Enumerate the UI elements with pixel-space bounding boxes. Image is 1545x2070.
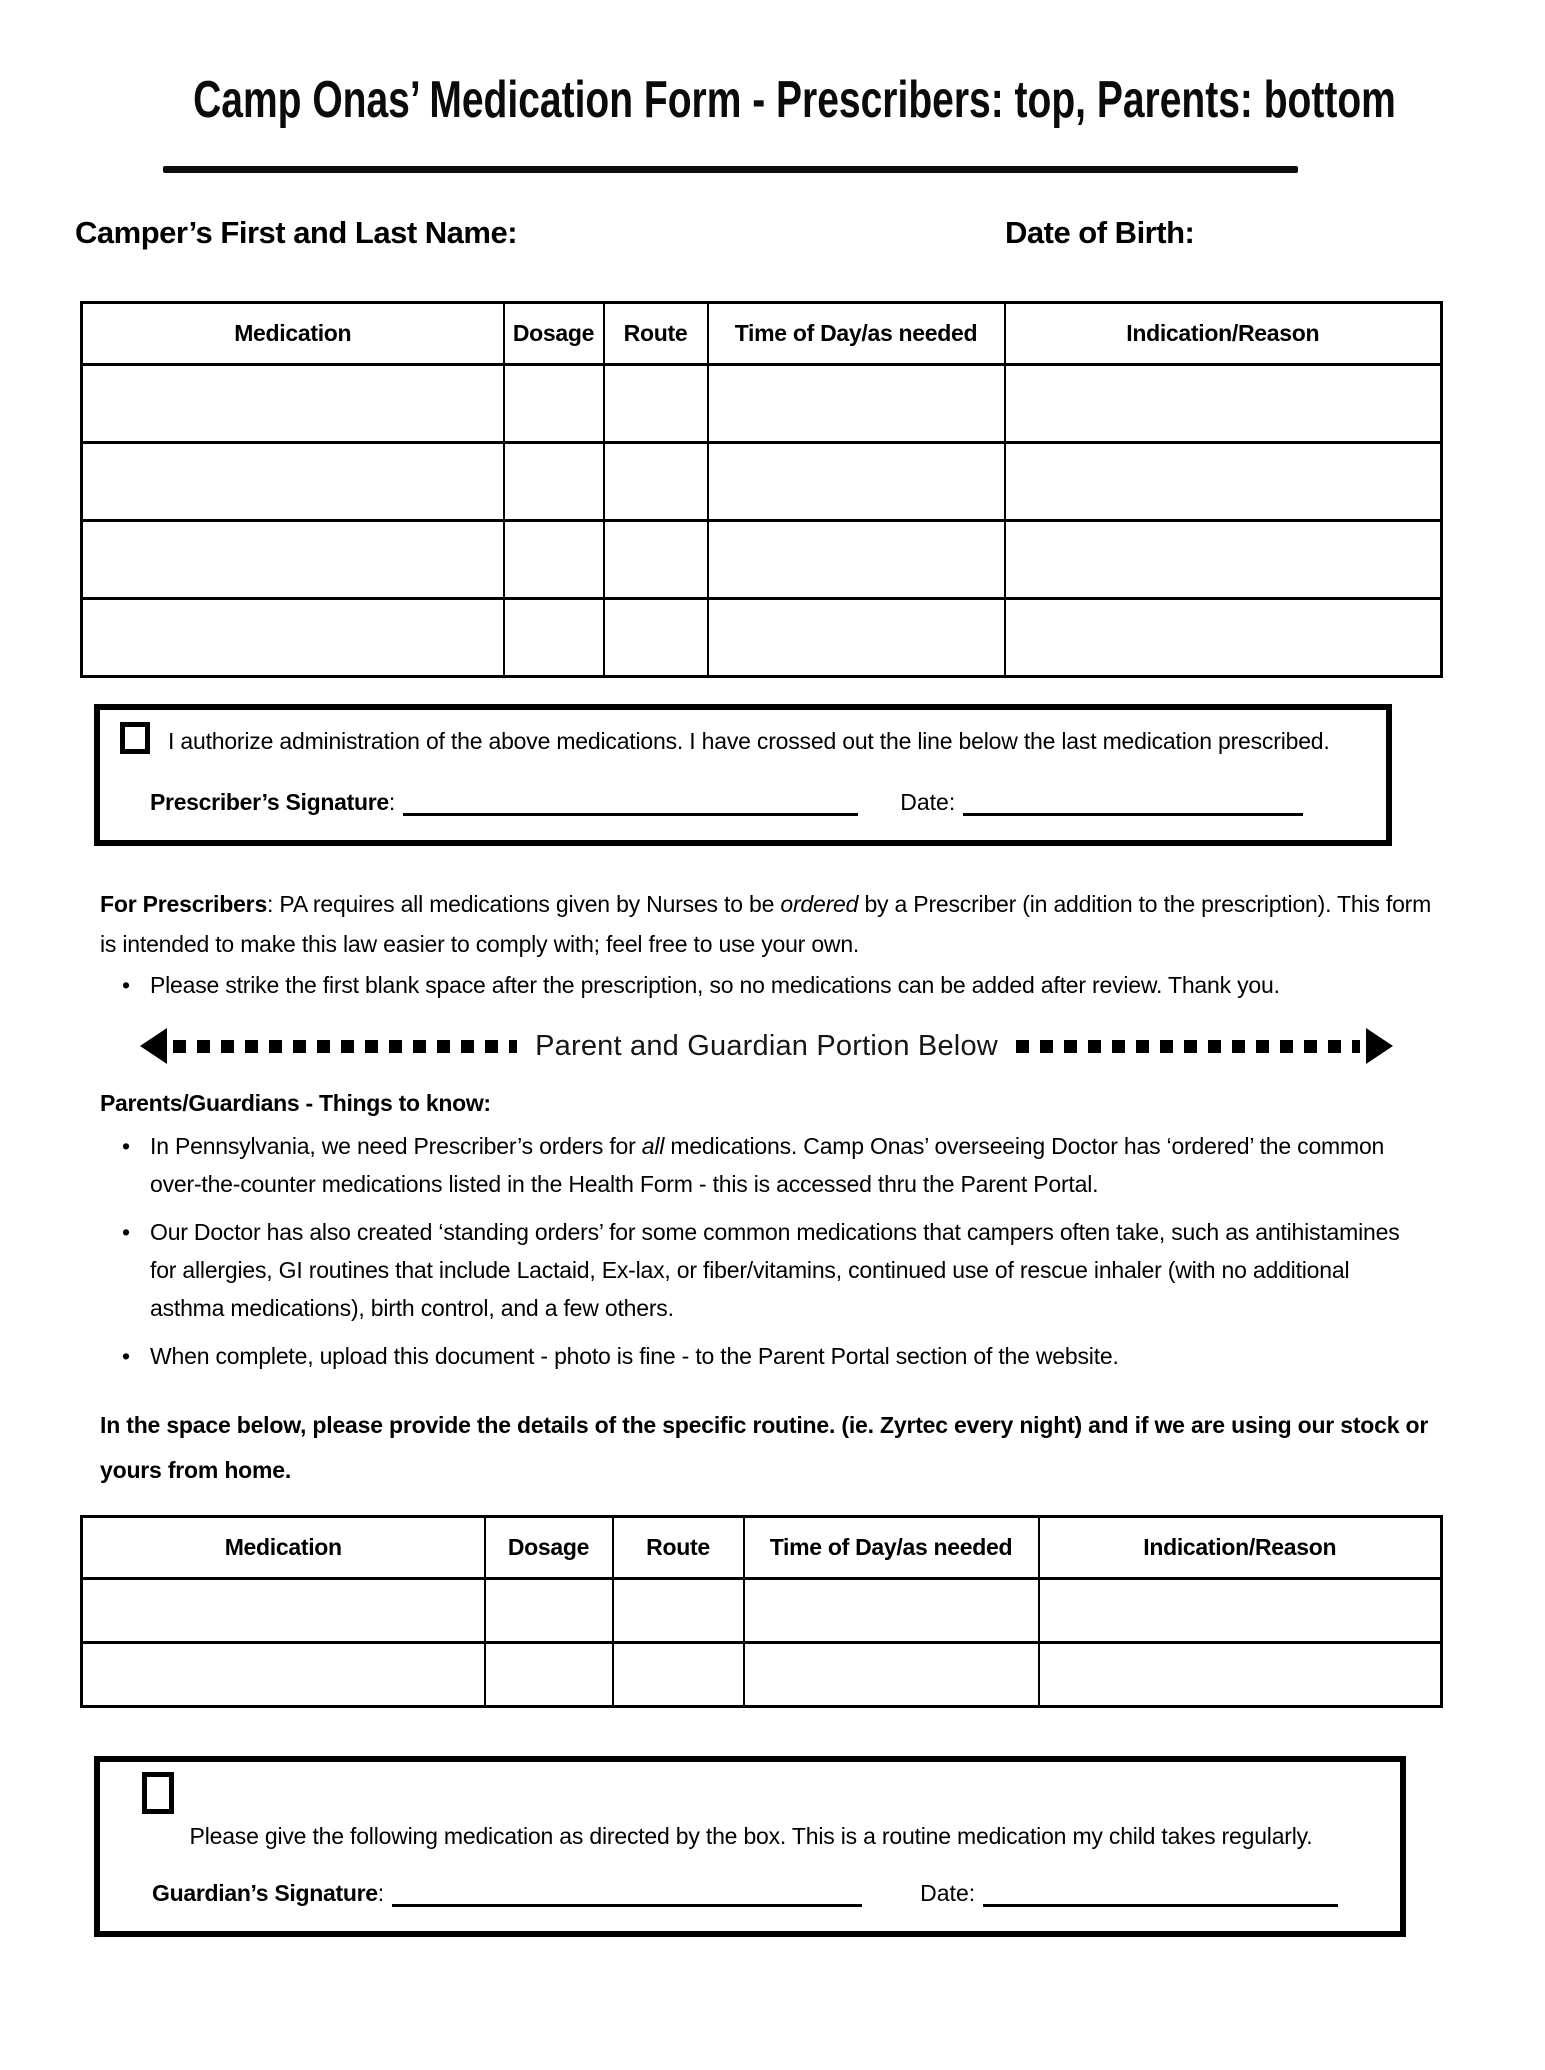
column-header-time: Time of Day/as needed [708, 303, 1005, 365]
table-row [82, 1643, 1442, 1707]
guardian-date-label: Date: [920, 1880, 976, 1906]
camper-info-row [75, 215, 1545, 255]
for-prescribers-paragraph [100, 884, 1435, 964]
empty-cell[interactable] [604, 365, 708, 443]
empty-cell[interactable] [708, 521, 1005, 599]
date-of-birth-label: Date of Birth: [1005, 215, 1195, 250]
column-header-route: Route [604, 303, 708, 365]
empty-cell[interactable] [504, 599, 604, 677]
empty-cell[interactable] [708, 599, 1005, 677]
prescriber-signature-label: Prescriber’s Signature [150, 789, 389, 815]
dotted-line-left [173, 1040, 517, 1053]
right-arrow-icon [1366, 1028, 1393, 1064]
bullet-icon: • [122, 1343, 131, 1369]
empty-cell[interactable] [604, 599, 708, 677]
parents-things-to-know-heading: Parents/Guardians - Things to know: [100, 1090, 491, 1116]
empty-cell[interactable] [82, 365, 504, 443]
guardian-signature-colon: : [377, 1880, 385, 1906]
guardian-signature-label: Guardian’s Signature [152, 1880, 378, 1906]
empty-cell[interactable] [744, 1643, 1039, 1707]
guardian-signature-line[interactable] [392, 1901, 862, 1907]
for-prescribers-text-2: by a Prescriber (in addition to the prescription). This form is intended to make this law easier to comply with; feel free to use your own. [100, 891, 1432, 957]
bullet-icon: • [122, 1133, 131, 1159]
table-row [82, 365, 1442, 443]
prescriber-signature-line[interactable] [403, 810, 858, 816]
empty-cell[interactable] [485, 1643, 613, 1707]
empty-cell[interactable] [604, 521, 708, 599]
column-header-indication: Indication/Reason [1005, 303, 1442, 365]
parent-bullet-3-text: When complete, upload this document - photo is fine - to the Parent Portal section of the website. [150, 1343, 1119, 1369]
parent-bullet-2-text: Our Doctor has also created ‘standing orders’ for some common medications that campers often take, such as antihistamines for allergies, GI routines that include Lactaid, Ex-lax, or fiber/vitamins, continued use of rescue inhaler (with no additional asthma medications), birth control, and a few others. [150, 1219, 1400, 1321]
column-header-dosage: Dosage [504, 303, 604, 365]
dotted-line-right [1016, 1040, 1360, 1053]
parent-bullet-2 [122, 1213, 1422, 1327]
prescriber-bullet [122, 966, 1422, 1004]
empty-cell[interactable] [485, 1579, 613, 1643]
empty-cell[interactable] [1039, 1643, 1442, 1707]
for-prescribers-lead: For Prescribers [100, 891, 268, 917]
parent-medication-table [80, 1515, 1443, 1708]
parent-bullet-1-pre: In Pennsylvania, we need Prescriber’s orders for [150, 1133, 642, 1159]
empty-cell[interactable] [82, 521, 504, 599]
page-title: Camp Onas’ Medication Form - Prescribers: top, Parents: bottom [193, 71, 1396, 129]
guardian-authorization-statement: Please give the following medication as directed by the box. This is a routine medication my child takes regularly. [189, 1823, 1313, 1849]
table-row [82, 599, 1442, 677]
empty-cell[interactable] [613, 1643, 744, 1707]
empty-cell[interactable] [504, 521, 604, 599]
table-row [82, 521, 1442, 599]
prescriber-authorization-box [94, 704, 1392, 846]
for-prescribers-text-1: : PA requires all medications given by Nurses to be [267, 891, 781, 917]
parent-bullet-1-post: medications. Camp Onas’ overseeing Doctor has ‘ordered’ the common over-the-counter medications listed in the Health Form - this is accessed thru the Parent Portal. [150, 1133, 1385, 1197]
title-divider-rule [163, 166, 1298, 173]
guardian-authorization-box [94, 1756, 1406, 1937]
guardian-date-line[interactable] [983, 1901, 1338, 1907]
column-header-time: Time of Day/as needed [744, 1517, 1039, 1579]
parent-bullet-3 [122, 1337, 1422, 1375]
prescriber-medication-table [80, 301, 1443, 678]
empty-cell[interactable] [82, 1643, 485, 1707]
left-arrow-icon [140, 1028, 167, 1064]
medication-form-page [0, 70, 1545, 2070]
empty-cell[interactable] [1005, 443, 1442, 521]
column-header-medication: Medication [82, 1517, 485, 1579]
divider-label: Parent and Guardian Portion Below [535, 1029, 998, 1062]
routine-instructions-paragraph: In the space below, please provide the details of the specific routine. (ie. Zyrtec every night) and if we are using our stock or yours from home. [100, 1412, 1429, 1483]
prescriber-signature-colon: : [388, 789, 396, 815]
for-prescribers-italic: ordered [780, 891, 859, 917]
empty-cell[interactable] [504, 365, 604, 443]
prescriber-date-line[interactable] [963, 810, 1303, 816]
empty-cell[interactable] [504, 443, 604, 521]
table-row [82, 443, 1442, 521]
bullet-icon: • [122, 1219, 131, 1245]
prescriber-authorize-checkbox[interactable] [120, 722, 150, 754]
empty-cell[interactable] [1039, 1579, 1442, 1643]
table-header-row [82, 1517, 1442, 1579]
empty-cell[interactable] [1005, 521, 1442, 599]
prescriber-date-label: Date: [900, 789, 956, 815]
empty-cell[interactable] [82, 443, 504, 521]
empty-cell[interactable] [708, 443, 1005, 521]
empty-cell[interactable] [708, 365, 1005, 443]
column-header-route: Route [613, 1517, 744, 1579]
empty-cell[interactable] [1005, 365, 1442, 443]
prescriber-bullet-text: Please strike the first blank space after the prescription, so no medications can be added after review. Thank you. [150, 972, 1280, 998]
guardian-authorize-checkbox[interactable] [142, 1772, 174, 1814]
column-header-dosage: Dosage [485, 1517, 613, 1579]
camper-name-label: Camper’s First and Last Name: [75, 215, 518, 250]
column-header-indication: Indication/Reason [1039, 1517, 1442, 1579]
table-row [82, 1579, 1442, 1643]
parent-bullet-1-italic: all [641, 1133, 665, 1159]
parent-bullet-1 [122, 1127, 1422, 1203]
empty-cell[interactable] [82, 1579, 485, 1643]
table-header-row [82, 303, 1442, 365]
empty-cell[interactable] [613, 1579, 744, 1643]
empty-cell[interactable] [744, 1579, 1039, 1643]
column-header-medication: Medication [82, 303, 504, 365]
empty-cell[interactable] [604, 443, 708, 521]
parent-bullet-1-text [150, 1127, 1422, 1203]
empty-cell[interactable] [1005, 599, 1442, 677]
empty-cell[interactable] [82, 599, 504, 677]
parent-portion-divider [140, 1026, 1393, 1066]
prescriber-authorization-statement: I authorize administration of the above medications. I have crossed out the line below the last medication prescribed. [168, 728, 1330, 754]
bullet-icon: • [122, 972, 131, 998]
